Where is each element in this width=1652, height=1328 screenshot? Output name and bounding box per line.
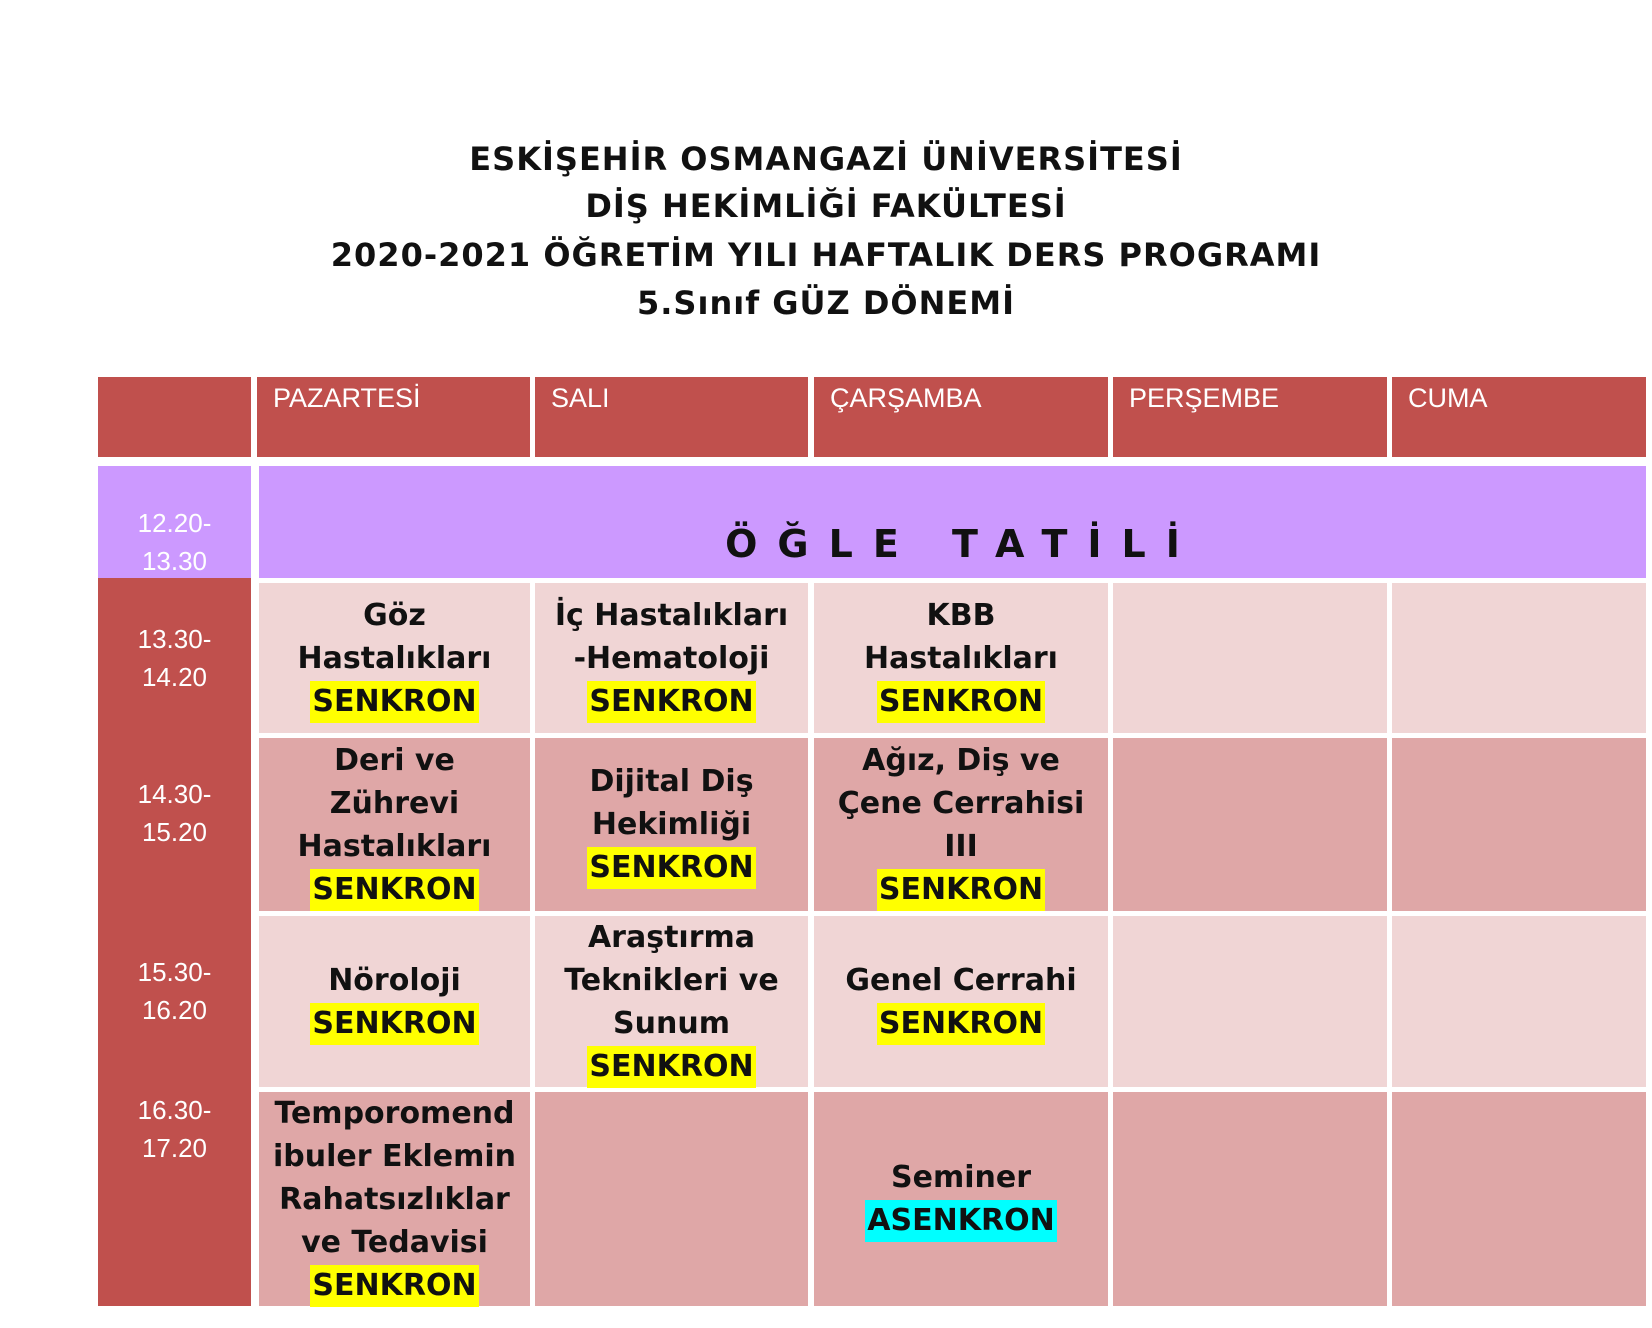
course-cell-tue-r2	[535, 738, 808, 911]
empty-cell-fri-r3	[1392, 916, 1646, 1087]
course-cell-mon-r3	[259, 916, 530, 1087]
university-title: ESKİŞEHİR OSMANGAZİ ÜNİVERSİTESİ	[469, 140, 1183, 178]
day-header-friday: CUMA	[1392, 377, 1646, 457]
empty-cell-thu-r3	[1113, 916, 1387, 1087]
course-name-line: Seminer	[891, 1160, 1031, 1195]
course-name-line: III	[944, 828, 978, 864]
course-name-line: Temporomend	[274, 1095, 515, 1131]
senkron-badge: SENKRON	[877, 681, 1045, 723]
program-title: 2020-2021 ÖĞRETİM YILI HAFTALIK DERS PROGRAMI	[330, 236, 1322, 274]
course-cell-mon-r1	[259, 583, 530, 733]
course-cell-wed-r1	[814, 583, 1108, 733]
time-start: 16.30-	[137, 1095, 212, 1125]
course-cell-tue-r1	[535, 583, 808, 733]
senkron-badge: SENKRON	[587, 681, 755, 723]
course-cell-wed-r3	[814, 916, 1108, 1087]
course-cell-wed-r4	[814, 1092, 1108, 1306]
course-name-line: Göz	[363, 597, 426, 633]
time-slot-4	[98, 1087, 251, 1306]
day-header-monday: PAZARTESİ	[257, 377, 530, 457]
course-name-line: ibuler Eklemin	[273, 1138, 516, 1174]
time-slot-lunch	[98, 466, 251, 578]
corner-header-cell	[98, 377, 251, 457]
senkron-badge: SENKRON	[310, 1265, 478, 1307]
course-name-line: ve Tedavisi	[301, 1224, 488, 1260]
senkron-badge: SENKRON	[310, 1003, 478, 1045]
course-name-line: Sunum	[613, 1005, 730, 1041]
time-end: 16.20	[141, 995, 208, 1025]
lunch-break-banner: ÖĞLE TATİLİ	[259, 466, 1646, 578]
time-start: 14.30-	[137, 779, 212, 809]
asenkron-badge: ASENKRON	[865, 1200, 1056, 1242]
course-name-line: İç Hastalıkları	[554, 597, 789, 633]
course-name-line: Zührevi	[329, 785, 460, 821]
senkron-badge: SENKRON	[310, 681, 478, 723]
senkron-badge: SENKRON	[877, 1003, 1045, 1045]
empty-cell-fri-r2	[1392, 738, 1646, 911]
course-name-line: Hekimliği	[591, 807, 752, 842]
senkron-badge: SENKRON	[310, 869, 478, 911]
course-name-line: Deri ve	[334, 742, 455, 778]
senkron-badge: SENKRON	[587, 1046, 755, 1088]
course-name-line: Çene Cerrahisi	[837, 785, 1085, 821]
time-end: 13.30	[141, 546, 208, 576]
course-name-line: Hastalıkları	[297, 828, 492, 864]
time-slot-2	[98, 733, 251, 911]
course-name-line: Ağız, Diş ve	[862, 742, 1060, 778]
empty-cell-fri-r4	[1392, 1092, 1646, 1306]
time-start: 12.20-	[137, 508, 212, 538]
empty-cell-thu-r1	[1113, 583, 1387, 733]
course-name-line: Hastalıkları	[864, 640, 1058, 676]
course-cell-mon-r4	[259, 1092, 530, 1306]
time-end: 17.20	[141, 1133, 208, 1163]
semester-title: 5.Sınıf GÜZ DÖNEMİ	[637, 284, 1015, 322]
faculty-title: DİŞ HEKİMLİĞİ FAKÜLTESİ	[585, 187, 1067, 225]
day-header-wednesday: ÇARŞAMBA	[814, 377, 1108, 457]
course-name-line: KBB	[926, 597, 996, 633]
course-name-line: Dijital Diş	[589, 764, 754, 799]
empty-cell-thu-r4	[1113, 1092, 1387, 1306]
empty-cell-thu-r2	[1113, 738, 1387, 911]
course-name-line: Nöroloji	[328, 962, 461, 998]
senkron-badge: SENKRON	[877, 869, 1045, 911]
senkron-badge: SENKRON	[587, 847, 755, 889]
course-cell-mon-r2	[259, 738, 530, 911]
time-start: 13.30-	[137, 624, 212, 654]
time-start: 15.30-	[137, 957, 212, 987]
day-header-thursday: PERŞEMBE	[1113, 377, 1387, 457]
course-name-line: Araştırma	[587, 919, 756, 955]
course-name-line: -Hematoloji	[573, 640, 770, 676]
course-cell-tue-r3	[535, 916, 808, 1087]
time-slot-1	[98, 578, 251, 733]
empty-cell-fri-r1	[1392, 583, 1646, 733]
empty-cell-tue-r4	[535, 1092, 808, 1306]
day-header-tuesday: SALI	[535, 377, 808, 457]
course-cell-wed-r2	[814, 738, 1108, 911]
course-name-line: Genel Cerrahi	[845, 962, 1077, 998]
course-name-line: Teknikleri ve	[564, 962, 779, 998]
course-name-line: Rahatsızlıklar	[279, 1181, 510, 1217]
time-end: 15.20	[141, 817, 208, 847]
time-end: 14.20	[141, 662, 208, 692]
course-name-line: Hastalıkları	[297, 640, 492, 676]
time-slot-3	[98, 911, 251, 1087]
